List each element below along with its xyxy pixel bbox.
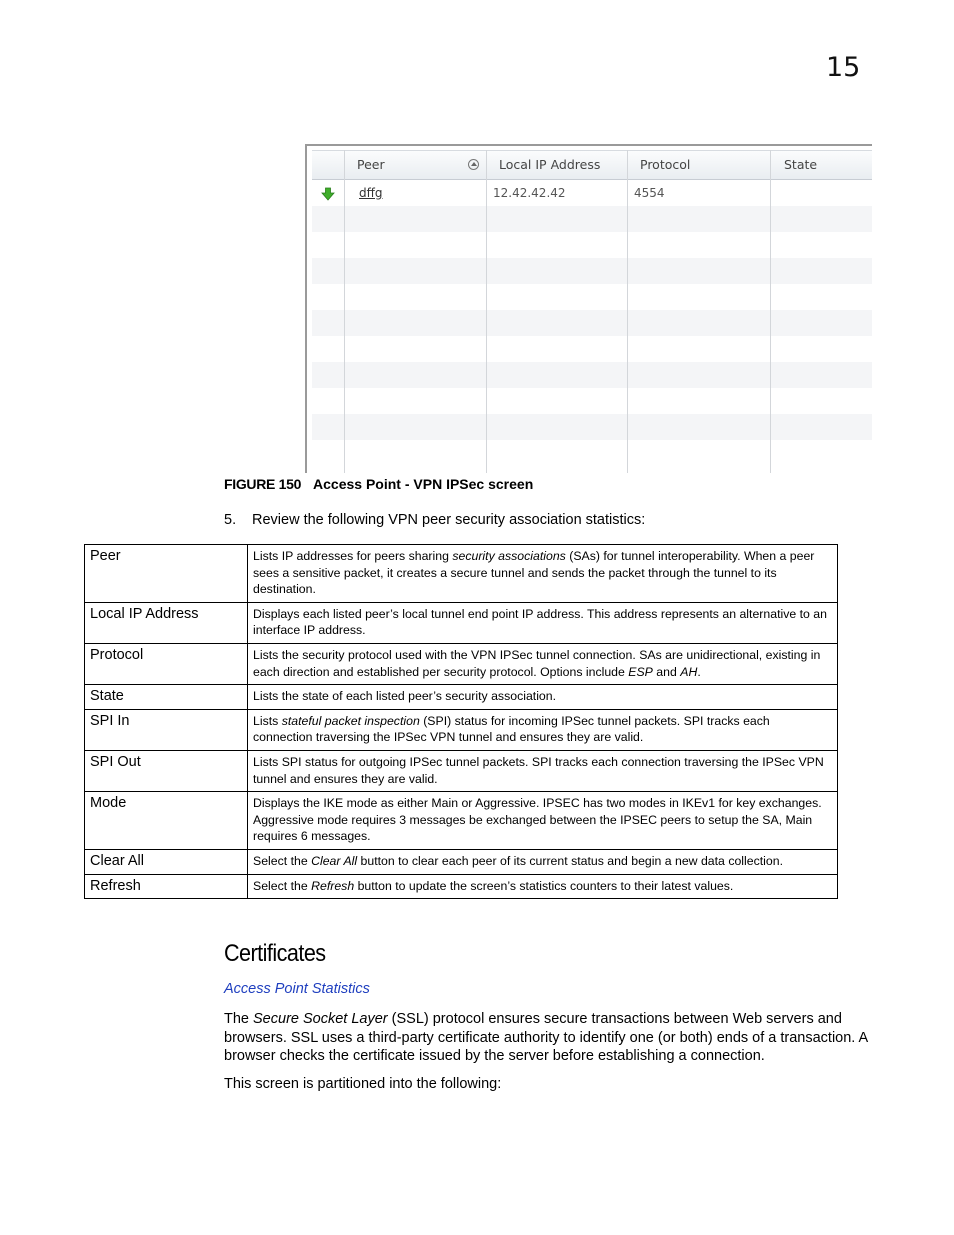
definition-text-segment: Lists the security protocol used with the VPN IPSec tunnel connection. SAs are unidirectional, existing in each direction and established per security protocol. Options include [253, 647, 821, 679]
status-up-arrow-icon [321, 187, 335, 201]
definition-text-segment: security associations [452, 549, 566, 563]
definition-row [85, 643, 838, 684]
definition-term: Protocol [85, 643, 248, 684]
definition-description [248, 545, 838, 603]
definition-text-segment: Displays the IKE mode as either Main or Aggressive. IPSEC has two modes in IKEv1 for key exchanges. Aggressive mode requires 3 messages be exchanged between the IPSEC peers to setup the SA, Main requires 6 messages. [253, 796, 822, 844]
table-row[interactable] [312, 180, 872, 206]
column-divider [344, 150, 345, 473]
definition-term: SPI In [85, 709, 248, 750]
definition-term: Local IP Address [85, 602, 248, 643]
definition-description [248, 849, 838, 874]
certificates-intro-text-segment: The [224, 1011, 254, 1027]
definition-row [85, 545, 838, 603]
column-header-protocol[interactable]: Protocol [640, 157, 691, 172]
definition-text-segment: button to clear each peer of its current status and begin a new data collection. [357, 853, 783, 868]
definition-description [248, 709, 838, 750]
certificates-intro-text-segment: Secure Socket Layer [253, 1011, 388, 1027]
section-title-certificates: Certificates [224, 940, 326, 967]
definition-row [85, 709, 838, 750]
local-ip-cell: 12.42.42.42 [493, 186, 566, 200]
definition-row [85, 750, 838, 791]
empty-table-row [312, 336, 872, 362]
vpn-ipsec-screenshot [305, 144, 872, 473]
empty-table-row [312, 284, 872, 310]
definition-row [85, 685, 838, 710]
empty-table-row [312, 232, 872, 258]
chapter-number: 15 [826, 52, 861, 83]
definition-row [85, 792, 838, 850]
definition-text-segment: AH [680, 664, 698, 679]
definition-term: Refresh [85, 874, 248, 899]
empty-table-row [312, 310, 872, 336]
step-5 [224, 512, 645, 528]
empty-table-row [312, 414, 872, 440]
certificates-intro-text-segment: (SSL) protocol ensures secure transactions between Web servers and browsers. SSL uses a third-party certificate authority to identify one (or both) ends of a transaction. A browser checks the certificate issued by the server before establishing a connection. [224, 1011, 868, 1065]
definition-term: Mode [85, 792, 248, 850]
figure-caption [224, 476, 533, 492]
definition-description [248, 792, 838, 850]
empty-table-row [312, 206, 872, 232]
definition-description [248, 685, 838, 710]
definition-text-segment: Select the [253, 878, 312, 893]
definition-term: Clear All [85, 849, 248, 874]
definition-text-segment: Lists IP addresses for peers sharing [253, 549, 453, 563]
column-divider [486, 150, 487, 473]
statistics-definitions-table [84, 544, 838, 899]
definition-text-segment: button to update the screen’s statistics counters to their latest values. [354, 878, 734, 893]
definition-text-segment: and [652, 664, 681, 679]
figure-label: FIGURE 150 [224, 476, 302, 492]
definition-text-segment: Clear All [311, 853, 358, 868]
empty-table-row [312, 388, 872, 414]
definition-text-segment: ESP [628, 664, 653, 679]
definition-text-segment: Lists SPI status for outgoing IPSec tunnel packets. SPI tracks each connection traversing the IPSec VPN tunnel and ensures they are valid. [253, 754, 824, 786]
step-number: 5. [224, 512, 237, 528]
definition-term: SPI Out [85, 750, 248, 791]
definition-row [85, 602, 838, 643]
certificates-outro-paragraph: This screen is partitioned into the following: [224, 1076, 502, 1092]
definition-row [85, 849, 838, 874]
definition-description [248, 874, 838, 899]
empty-table-row [312, 258, 872, 284]
sort-ascending-icon[interactable] [468, 159, 479, 170]
grid-header [312, 150, 872, 180]
definition-text-segment: Select the [253, 853, 312, 868]
definition-text-segment: (SPI) status for incoming IPSec tunnel packets. SPI tracks each connection traversing the IPSec VPN tunnel and ensures they are valid. [253, 713, 770, 745]
grid-body [312, 180, 872, 473]
definition-text-segment: stateful packet inspection [281, 713, 420, 728]
protocol-cell: 4554 [634, 186, 665, 200]
definition-text-segment: Refresh [311, 878, 355, 893]
step-text: Review the following VPN peer security association statistics: [252, 512, 646, 528]
definition-text-segment: Lists [253, 713, 282, 728]
definition-description [248, 750, 838, 791]
peer-link[interactable]: dffg [359, 186, 383, 200]
column-divider [770, 150, 771, 473]
access-point-statistics-link[interactable]: Access Point Statistics [224, 981, 370, 997]
empty-table-row [312, 362, 872, 388]
definition-text-segment: . [697, 664, 701, 679]
definition-text-segment: (SAs) for tunnel interoperability. When a peer sees a sensitive packet, it creates a secure tunnel and sends the packet through the tunnel to its destination. [253, 549, 815, 597]
empty-table-row [312, 440, 872, 466]
definition-description [248, 643, 838, 684]
definition-description [248, 602, 838, 643]
certificates-intro-paragraph [224, 1010, 874, 1066]
column-divider [627, 150, 628, 473]
definition-text-segment: Lists the state of each listed peer’s security association. [253, 689, 557, 704]
definition-row [85, 874, 838, 899]
definition-text-segment: Displays each listed peer’s local tunnel end point IP address. This address represents an alternative to an interface IP address. [253, 606, 827, 638]
figure-title: Access Point - VPN IPSec screen [313, 476, 534, 492]
column-header-local-ip[interactable]: Local IP Address [499, 157, 601, 172]
column-header-peer[interactable]: Peer [357, 157, 385, 172]
definition-term: State [85, 685, 248, 710]
definition-term: Peer [85, 545, 248, 603]
column-header-state[interactable]: State [784, 157, 818, 172]
